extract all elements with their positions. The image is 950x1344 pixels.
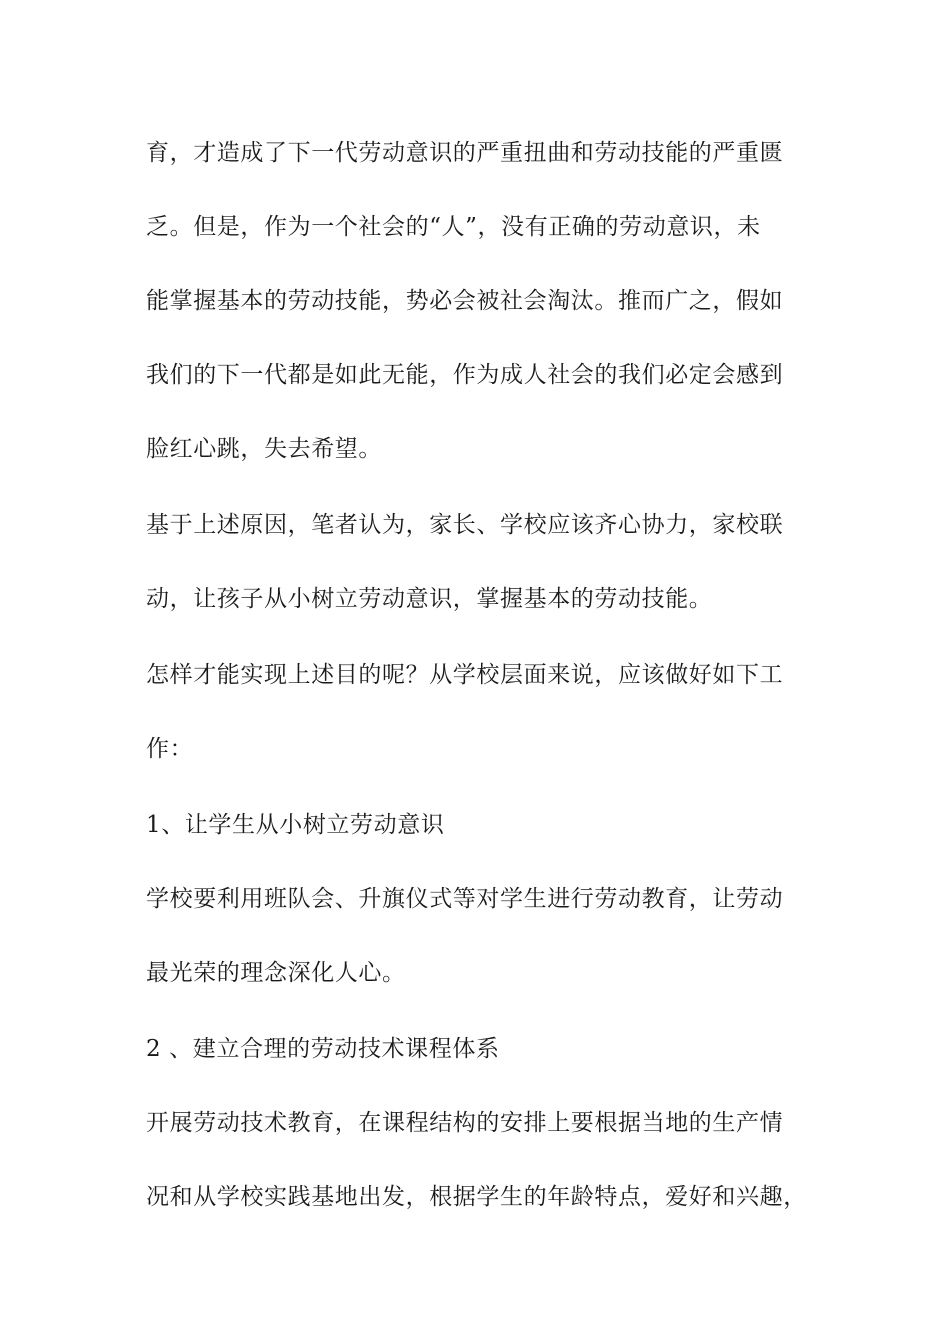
text-line-2: 乏。但是，作为一个社会的“人”，没有正确的劳动意识，未: [146, 214, 761, 240]
text-line-4: 我们的下一代都是如此无能，作为成人社会的我们必定会感到: [146, 362, 784, 388]
text-line-12: 最光荣的理念深化人心。: [146, 960, 406, 986]
text-line-11: 学校要利用班队会、升旗仪式等对学生进行劳动教育，让劳动: [146, 886, 784, 912]
text-line-1: 育，才造成了下一代劳动意识的严重扭曲和劳动技能的严重匮: [146, 140, 784, 166]
text-line-5: 脸红心跳，失去希望。: [146, 436, 382, 462]
section-heading-2: 2 、建立合理的劳动技术课程体系: [146, 1036, 500, 1062]
text-line-6: 基于上述原因，笔者认为，家长、学校应该齐心协力，家校联: [146, 512, 784, 538]
text-line-3: 能掌握基本的劳动技能，势必会被社会淘汰。推而广之，假如: [146, 288, 784, 314]
text-line-9: 作：: [146, 736, 194, 762]
text-line-15: 况和从学校实践基地出发，根据学生的年龄特点，爱好和兴趣，: [146, 1184, 807, 1210]
section-heading-1: 1、让学生从小树立劳动意识: [146, 812, 445, 838]
text-line-14: 开展劳动技术教育，在课程结构的安排上要根据当地的生产情: [146, 1110, 784, 1136]
text-line-8: 怎样才能实现上述目的呢？从学校层面来说，应该做好如下工: [146, 662, 784, 688]
text-line-7: 动，让孩子从小树立劳动意识，掌握基本的劳动技能。: [146, 586, 713, 612]
